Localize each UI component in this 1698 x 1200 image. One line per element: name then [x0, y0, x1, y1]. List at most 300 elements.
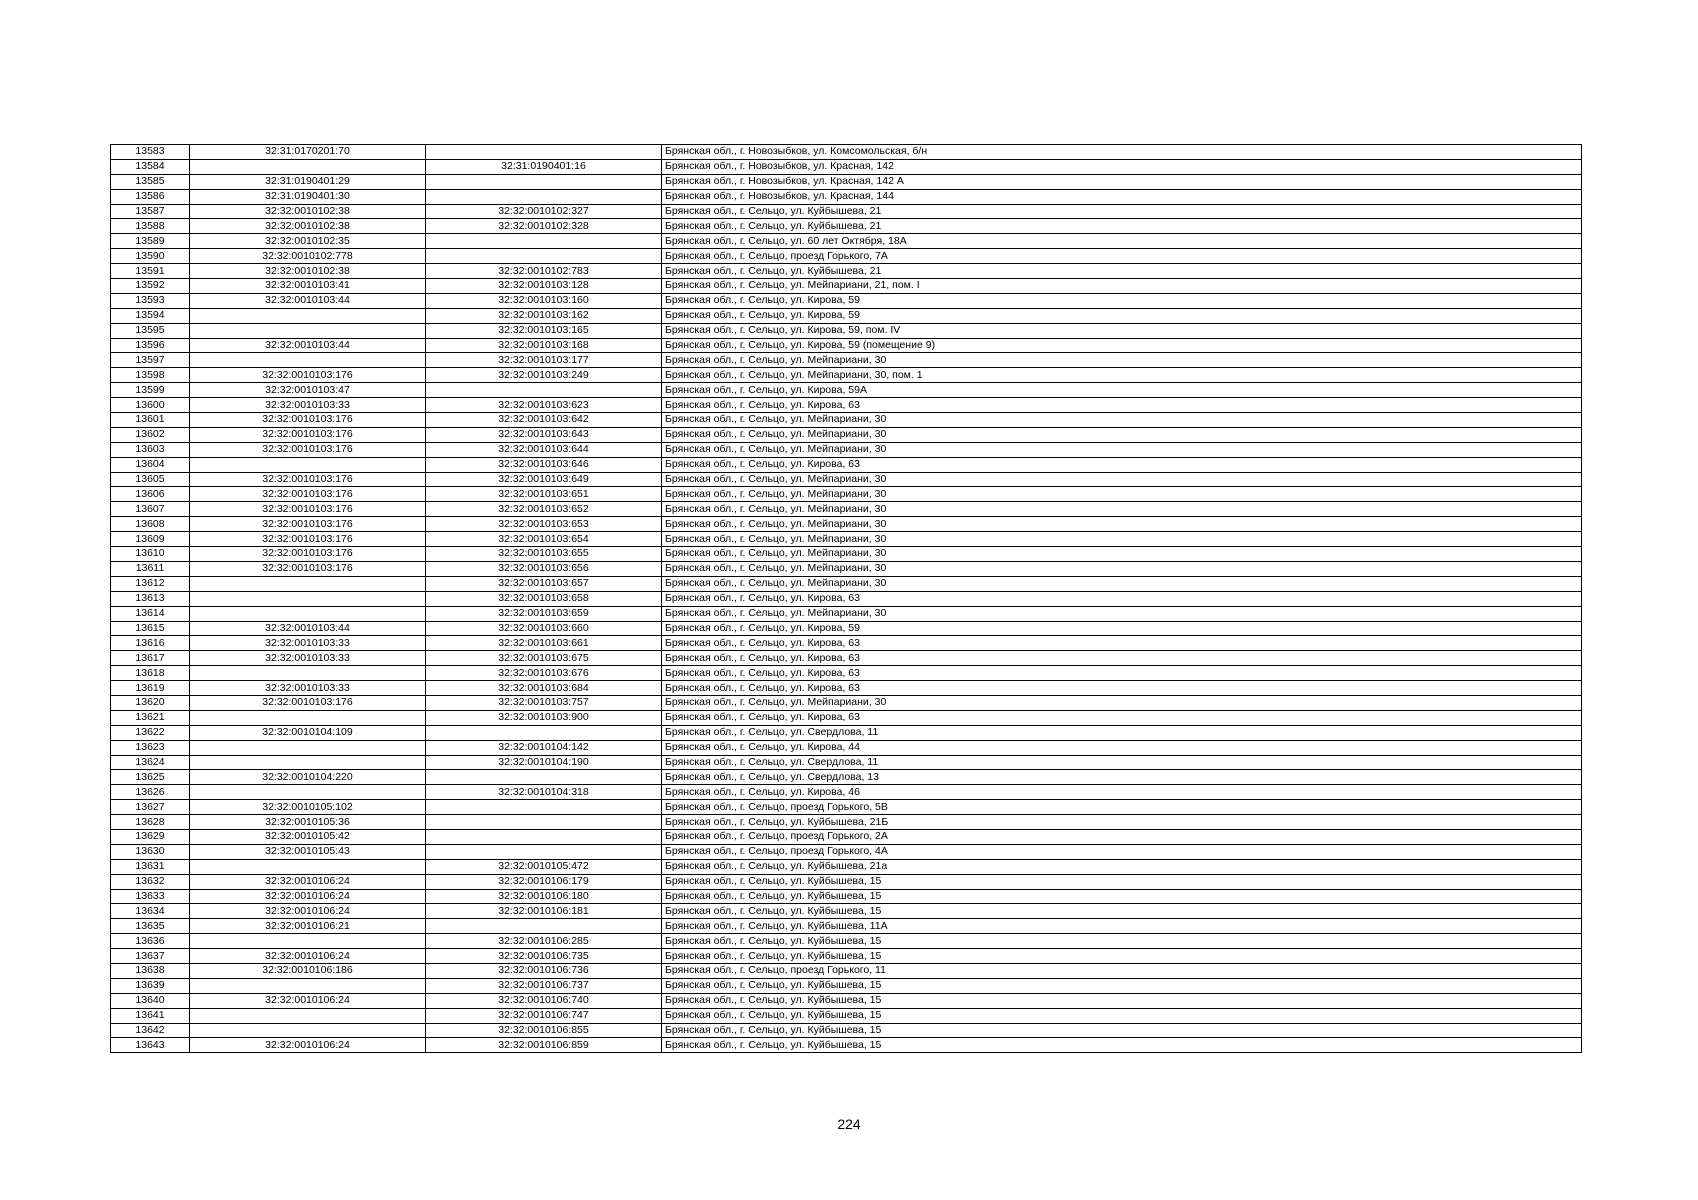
address-cell: Брянская обл., г. Сельцо, ул. Мейпариани, 30: [662, 472, 1582, 487]
row-number-cell: 13583: [111, 145, 190, 160]
object-cadastral-number-cell: 32:32:0010106:740: [426, 993, 662, 1008]
table-row: [111, 234, 1582, 249]
address-cell: Брянская обл., г. Сельцо, ул. Кирова, 63: [662, 666, 1582, 681]
table-row: [111, 666, 1582, 681]
row-number-cell: 13592: [111, 279, 190, 294]
address-cell: Брянская обл., г. Сельцо, ул. Куйбышева, 21: [662, 264, 1582, 279]
object-cadastral-number-cell: 32:32:0010103:675: [426, 651, 662, 666]
row-number-cell: 13610: [111, 547, 190, 562]
table-row: [111, 681, 1582, 696]
land-cadastral-number-cell: 32:32:0010106:24: [190, 874, 426, 889]
table-row: [111, 145, 1582, 160]
table-row: [111, 934, 1582, 949]
table-row: [111, 383, 1582, 398]
row-number-cell: 13637: [111, 949, 190, 964]
row-number-cell: 13605: [111, 472, 190, 487]
object-cadastral-number-cell: 32:32:0010104:318: [426, 785, 662, 800]
land-cadastral-number-cell: [190, 710, 426, 725]
object-cadastral-number-cell: [426, 815, 662, 830]
land-cadastral-number-cell: 32:31:0190401:29: [190, 174, 426, 189]
address-cell: Брянская обл., г. Сельцо, ул. Мейпариани, 30: [662, 353, 1582, 368]
row-number-cell: 13633: [111, 889, 190, 904]
row-number-cell: 13603: [111, 442, 190, 457]
table-row: [111, 755, 1582, 770]
land-cadastral-number-cell: [190, 159, 426, 174]
row-number-cell: 13611: [111, 561, 190, 576]
address-cell: Брянская обл., г. Сельцо, проезд Горького, 7А: [662, 249, 1582, 264]
object-cadastral-number-cell: 32:32:0010103:653: [426, 517, 662, 532]
land-cadastral-number-cell: 32:32:0010103:33: [190, 651, 426, 666]
address-cell: Брянская обл., г. Сельцо, ул. Кирова, 59: [662, 308, 1582, 323]
row-number-cell: 13602: [111, 427, 190, 442]
address-cell: Брянская обл., г. Сельцо, ул. Кирова, 63: [662, 591, 1582, 606]
address-cell: Брянская обл., г. Сельцо, проезд Горького, 2А: [662, 829, 1582, 844]
address-cell: Брянская обл., г. Сельцо, ул. Мейпариани, 30: [662, 487, 1582, 502]
object-cadastral-number-cell: [426, 844, 662, 859]
address-cell: Брянская обл., г. Сельцо, ул. Мейпариани, 30: [662, 442, 1582, 457]
table-row: [111, 502, 1582, 517]
object-cadastral-number-cell: [426, 249, 662, 264]
land-cadastral-number-cell: [190, 353, 426, 368]
address-cell: Брянская обл., г. Новозыбков, ул. Красная, 144: [662, 189, 1582, 204]
row-number-cell: 13597: [111, 353, 190, 368]
land-cadastral-number-cell: 32:32:0010103:176: [190, 502, 426, 517]
land-cadastral-number-cell: 32:32:0010105:102: [190, 800, 426, 815]
land-cadastral-number-cell: 32:32:0010103:176: [190, 487, 426, 502]
object-cadastral-number-cell: 32:32:0010106:855: [426, 1023, 662, 1038]
land-cadastral-number-cell: 32:32:0010106:24: [190, 949, 426, 964]
land-cadastral-number-cell: 32:32:0010103:176: [190, 413, 426, 428]
row-number-cell: 13631: [111, 859, 190, 874]
page-number: 224: [837, 1116, 861, 1132]
row-number-cell: 13598: [111, 368, 190, 383]
table-row: [111, 398, 1582, 413]
row-number-cell: 13642: [111, 1023, 190, 1038]
table-row: [111, 442, 1582, 457]
land-cadastral-number-cell: [190, 978, 426, 993]
row-number-cell: 13604: [111, 457, 190, 472]
row-number-cell: 13594: [111, 308, 190, 323]
object-cadastral-number-cell: 32:32:0010103:652: [426, 502, 662, 517]
table-row: [111, 978, 1582, 993]
row-number-cell: 13619: [111, 681, 190, 696]
land-cadastral-number-cell: 32:32:0010103:176: [190, 442, 426, 457]
object-cadastral-number-cell: [426, 234, 662, 249]
land-cadastral-number-cell: 32:32:0010103:33: [190, 636, 426, 651]
row-number-cell: 13614: [111, 606, 190, 621]
row-number-cell: 13586: [111, 189, 190, 204]
row-number-cell: 13606: [111, 487, 190, 502]
table-row: [111, 740, 1582, 755]
address-cell: Брянская обл., г. Сельцо, ул. Мейпариани, 21, пом. I: [662, 279, 1582, 294]
row-number-cell: 13635: [111, 919, 190, 934]
object-cadastral-number-cell: 32:32:0010103:623: [426, 398, 662, 413]
address-cell: Брянская обл., г. Сельцо, ул. Куйбышева, 15: [662, 904, 1582, 919]
object-cadastral-number-cell: 32:32:0010103:659: [426, 606, 662, 621]
address-cell: Брянская обл., г. Сельцо, ул. Кирова, 44: [662, 740, 1582, 755]
object-cadastral-number-cell: 32:32:0010106:180: [426, 889, 662, 904]
address-cell: Брянская обл., г. Сельцо, ул. Кирова, 46: [662, 785, 1582, 800]
land-cadastral-number-cell: 32:32:0010105:42: [190, 829, 426, 844]
address-cell: Брянская обл., г. Сельцо, ул. Мейпариани, 30: [662, 576, 1582, 591]
table-row: [111, 949, 1582, 964]
row-number-cell: 13640: [111, 993, 190, 1008]
row-number-cell: 13613: [111, 591, 190, 606]
address-cell: Брянская обл., г. Новозыбков, ул. Комсомольская, б/н: [662, 145, 1582, 160]
object-cadastral-number-cell: [426, 383, 662, 398]
land-cadastral-number-cell: 32:32:0010102:38: [190, 264, 426, 279]
object-cadastral-number-cell: 32:32:0010102:327: [426, 204, 662, 219]
table-row: [111, 859, 1582, 874]
table-row: [111, 889, 1582, 904]
land-cadastral-number-cell: 32:31:0170201:70: [190, 145, 426, 160]
table-row: [111, 487, 1582, 502]
table-row: [111, 874, 1582, 889]
row-number-cell: 13626: [111, 785, 190, 800]
land-cadastral-number-cell: [190, 576, 426, 591]
land-cadastral-number-cell: 32:32:0010104:109: [190, 725, 426, 740]
land-cadastral-number-cell: 32:32:0010102:35: [190, 234, 426, 249]
table-row: [111, 308, 1582, 323]
object-cadastral-number-cell: 32:32:0010103:676: [426, 666, 662, 681]
land-cadastral-number-cell: 32:32:0010105:36: [190, 815, 426, 830]
row-number-cell: 13632: [111, 874, 190, 889]
row-number-cell: 13615: [111, 621, 190, 636]
address-cell: Брянская обл., г. Сельцо, ул. Куйбышева, 11А: [662, 919, 1582, 934]
address-cell: Брянская обл., г. Сельцо, ул. Мейпариани, 30: [662, 606, 1582, 621]
object-cadastral-number-cell: 32:32:0010103:757: [426, 695, 662, 710]
address-cell: Брянская обл., г. Сельцо, ул. Кирова, 59: [662, 621, 1582, 636]
row-number-cell: 13623: [111, 740, 190, 755]
address-cell: Брянская обл., г. Сельцо, проезд Горького, 4А: [662, 844, 1582, 859]
land-cadastral-number-cell: 32:32:0010106:186: [190, 963, 426, 978]
table-row: [111, 651, 1582, 666]
address-cell: Брянская обл., г. Сельцо, ул. Кирова, 63: [662, 710, 1582, 725]
row-number-cell: 13641: [111, 1008, 190, 1023]
row-number-cell: 13638: [111, 963, 190, 978]
table-row: [111, 413, 1582, 428]
object-cadastral-number-cell: 32:32:0010103:657: [426, 576, 662, 591]
address-cell: Брянская обл., г. Сельцо, ул. Мейпариани, 30: [662, 413, 1582, 428]
address-cell: Брянская обл., г. Сельцо, ул. Свердлова, 13: [662, 770, 1582, 785]
object-cadastral-number-cell: 32:32:0010103:651: [426, 487, 662, 502]
table-row: [111, 591, 1582, 606]
table-row: [111, 532, 1582, 547]
row-number-cell: 13628: [111, 815, 190, 830]
table-row: [111, 800, 1582, 815]
object-cadastral-number-cell: 32:32:0010104:142: [426, 740, 662, 755]
table-row: [111, 338, 1582, 353]
row-number-cell: 13591: [111, 264, 190, 279]
object-cadastral-number-cell: [426, 800, 662, 815]
land-cadastral-number-cell: 32:31:0190401:30: [190, 189, 426, 204]
address-cell: Брянская обл., г. Сельцо, ул. Кирова, 63: [662, 457, 1582, 472]
land-cadastral-number-cell: 32:32:0010102:38: [190, 219, 426, 234]
object-cadastral-number-cell: [426, 919, 662, 934]
address-cell: Брянская обл., г. Сельцо, ул. Свердлова, 11: [662, 725, 1582, 740]
address-cell: Брянская обл., г. Сельцо, ул. Мейпариани, 30: [662, 695, 1582, 710]
row-number-cell: 13595: [111, 323, 190, 338]
object-cadastral-number-cell: 32:32:0010103:168: [426, 338, 662, 353]
land-cadastral-number-cell: 32:32:0010106:24: [190, 904, 426, 919]
row-number-cell: 13607: [111, 502, 190, 517]
object-cadastral-number-cell: 32:31:0190401:16: [426, 159, 662, 174]
address-cell: Брянская обл., г. Сельцо, ул. Куйбышева, 15: [662, 934, 1582, 949]
table-row: [111, 710, 1582, 725]
land-cadastral-number-cell: [190, 1023, 426, 1038]
object-cadastral-number-cell: 32:32:0010103:160: [426, 293, 662, 308]
land-cadastral-number-cell: [190, 323, 426, 338]
table-row: [111, 353, 1582, 368]
address-cell: Брянская обл., г. Сельцо, ул. Куйбышева, 15: [662, 1038, 1582, 1053]
table-row: [111, 576, 1582, 591]
table-row: [111, 815, 1582, 830]
object-cadastral-number-cell: 32:32:0010103:660: [426, 621, 662, 636]
row-number-cell: 13585: [111, 174, 190, 189]
row-number-cell: 13590: [111, 249, 190, 264]
row-number-cell: 13584: [111, 159, 190, 174]
table-row: [111, 323, 1582, 338]
row-number-cell: 13627: [111, 800, 190, 815]
land-cadastral-number-cell: [190, 859, 426, 874]
object-cadastral-number-cell: 32:32:0010103:649: [426, 472, 662, 487]
address-cell: Брянская обл., г. Сельцо, проезд Горького, 11: [662, 963, 1582, 978]
table-row: [111, 517, 1582, 532]
land-cadastral-number-cell: 32:32:0010103:176: [190, 695, 426, 710]
land-cadastral-number-cell: [190, 934, 426, 949]
object-cadastral-number-cell: 32:32:0010106:179: [426, 874, 662, 889]
address-cell: Брянская обл., г. Сельцо, ул. Мейпариани, 30: [662, 532, 1582, 547]
address-cell: Брянская обл., г. Сельцо, ул. Куйбышева, 15: [662, 978, 1582, 993]
table-row: [111, 963, 1582, 978]
address-cell: Брянская обл., г. Сельцо, ул. Куйбышева, 21: [662, 204, 1582, 219]
object-cadastral-number-cell: [426, 725, 662, 740]
land-cadastral-number-cell: [190, 457, 426, 472]
land-cadastral-number-cell: 32:32:0010102:38: [190, 204, 426, 219]
address-cell: Брянская обл., г. Сельцо, ул. Куйбышева, 15: [662, 889, 1582, 904]
row-number-cell: 13620: [111, 695, 190, 710]
land-cadastral-number-cell: [190, 606, 426, 621]
row-number-cell: 13624: [111, 755, 190, 770]
object-cadastral-number-cell: [426, 770, 662, 785]
registry-table-body: [111, 145, 1582, 1053]
land-cadastral-number-cell: 32:32:0010103:176: [190, 561, 426, 576]
row-number-cell: 13593: [111, 293, 190, 308]
table-row: [111, 725, 1582, 740]
table-row: [111, 472, 1582, 487]
row-number-cell: 13601: [111, 413, 190, 428]
registry-table: [110, 144, 1582, 1053]
land-cadastral-number-cell: 32:32:0010103:47: [190, 383, 426, 398]
table-row: [111, 785, 1582, 800]
table-row: [111, 1008, 1582, 1023]
land-cadastral-number-cell: [190, 666, 426, 681]
object-cadastral-number-cell: 32:32:0010103:128: [426, 279, 662, 294]
row-number-cell: 13599: [111, 383, 190, 398]
row-number-cell: 13589: [111, 234, 190, 249]
object-cadastral-number-cell: 32:32:0010103:644: [426, 442, 662, 457]
row-number-cell: 13622: [111, 725, 190, 740]
land-cadastral-number-cell: 32:32:0010103:33: [190, 398, 426, 413]
table-row: [111, 561, 1582, 576]
row-number-cell: 13588: [111, 219, 190, 234]
table-row: [111, 695, 1582, 710]
table-row: [111, 904, 1582, 919]
address-cell: Брянская обл., г. Сельцо, ул. Свердлова, 11: [662, 755, 1582, 770]
row-number-cell: 13617: [111, 651, 190, 666]
land-cadastral-number-cell: 32:32:0010103:33: [190, 681, 426, 696]
address-cell: Брянская обл., г. Сельцо, ул. Кирова, 63: [662, 636, 1582, 651]
table-row: [111, 159, 1582, 174]
table-row: [111, 457, 1582, 472]
object-cadastral-number-cell: [426, 829, 662, 844]
table-row: [111, 844, 1582, 859]
land-cadastral-number-cell: 32:32:0010103:44: [190, 621, 426, 636]
object-cadastral-number-cell: 32:32:0010106:285: [426, 934, 662, 949]
land-cadastral-number-cell: 32:32:0010103:176: [190, 472, 426, 487]
address-cell: Брянская обл., г. Сельцо, ул. 60 лет Октября, 18А: [662, 234, 1582, 249]
land-cadastral-number-cell: 32:32:0010106:24: [190, 1038, 426, 1053]
address-cell: Брянская обл., г. Сельцо, ул. Кирова, 59: [662, 293, 1582, 308]
object-cadastral-number-cell: 32:32:0010103:162: [426, 308, 662, 323]
land-cadastral-number-cell: 32:32:0010102:778: [190, 249, 426, 264]
land-cadastral-number-cell: 32:32:0010105:43: [190, 844, 426, 859]
object-cadastral-number-cell: [426, 145, 662, 160]
object-cadastral-number-cell: 32:32:0010106:737: [426, 978, 662, 993]
row-number-cell: 13612: [111, 576, 190, 591]
address-cell: Брянская обл., г. Сельцо, ул. Кирова, 63: [662, 681, 1582, 696]
address-cell: Брянская обл., г. Сельцо, ул. Кирова, 59, пом. IV: [662, 323, 1582, 338]
table-row: [111, 636, 1582, 651]
table-row: [111, 279, 1582, 294]
row-number-cell: 13634: [111, 904, 190, 919]
row-number-cell: 13629: [111, 829, 190, 844]
address-cell: Брянская обл., г. Сельцо, ул. Куйбышева, 15: [662, 1023, 1582, 1038]
object-cadastral-number-cell: 32:32:0010103:661: [426, 636, 662, 651]
address-cell: Брянская обл., г. Сельцо, ул. Мейпариани, 30: [662, 427, 1582, 442]
land-cadastral-number-cell: 32:32:0010103:41: [190, 279, 426, 294]
row-number-cell: 13643: [111, 1038, 190, 1053]
object-cadastral-number-cell: 32:32:0010103:656: [426, 561, 662, 576]
land-cadastral-number-cell: 32:32:0010106:21: [190, 919, 426, 934]
table-row: [111, 368, 1582, 383]
address-cell: Брянская обл., г. Сельцо, ул. Куйбышева, 15: [662, 993, 1582, 1008]
row-number-cell: 13618: [111, 666, 190, 681]
object-cadastral-number-cell: 32:32:0010103:646: [426, 457, 662, 472]
address-cell: Брянская обл., г. Сельцо, ул. Куйбышева, 15: [662, 949, 1582, 964]
address-cell: Брянская обл., г. Сельцо, ул. Кирова, 59А: [662, 383, 1582, 398]
land-cadastral-number-cell: 32:32:0010103:44: [190, 338, 426, 353]
land-cadastral-number-cell: 32:32:0010103:176: [190, 532, 426, 547]
object-cadastral-number-cell: 32:32:0010105:472: [426, 859, 662, 874]
table-row: [111, 770, 1582, 785]
address-cell: Брянская обл., г. Сельцо, ул. Мейпариани, 30: [662, 502, 1582, 517]
land-cadastral-number-cell: 32:32:0010103:176: [190, 427, 426, 442]
object-cadastral-number-cell: 32:32:0010103:654: [426, 532, 662, 547]
land-cadastral-number-cell: 32:32:0010104:220: [190, 770, 426, 785]
row-number-cell: 13625: [111, 770, 190, 785]
address-cell: Брянская обл., г. Сельцо, ул. Мейпариани, 30: [662, 547, 1582, 562]
object-cadastral-number-cell: 32:32:0010103:177: [426, 353, 662, 368]
row-number-cell: 13596: [111, 338, 190, 353]
table-row: [111, 293, 1582, 308]
address-cell: Брянская обл., г. Сельцо, ул. Кирова, 59 (помещение 9): [662, 338, 1582, 353]
object-cadastral-number-cell: 32:32:0010103:684: [426, 681, 662, 696]
object-cadastral-number-cell: 32:32:0010106:736: [426, 963, 662, 978]
land-cadastral-number-cell: [190, 1008, 426, 1023]
address-cell: Брянская обл., г. Сельцо, ул. Мейпариани, 30, пом. 1: [662, 368, 1582, 383]
object-cadastral-number-cell: 32:32:0010103:642: [426, 413, 662, 428]
row-number-cell: 13630: [111, 844, 190, 859]
table-row: [111, 264, 1582, 279]
object-cadastral-number-cell: 32:32:0010106:747: [426, 1008, 662, 1023]
row-number-cell: 13616: [111, 636, 190, 651]
object-cadastral-number-cell: 32:32:0010103:900: [426, 710, 662, 725]
table-row: [111, 547, 1582, 562]
land-cadastral-number-cell: [190, 591, 426, 606]
table-row: [111, 1023, 1582, 1038]
address-cell: Брянская обл., г. Новозыбков, ул. Красная, 142 А: [662, 174, 1582, 189]
land-cadastral-number-cell: 32:32:0010103:176: [190, 547, 426, 562]
row-number-cell: 13587: [111, 204, 190, 219]
row-number-cell: 13636: [111, 934, 190, 949]
address-cell: Брянская обл., г. Сельцо, ул. Кирова, 63: [662, 398, 1582, 413]
table-row: [111, 621, 1582, 636]
table-row: [111, 427, 1582, 442]
land-cadastral-number-cell: [190, 308, 426, 323]
address-cell: Брянская обл., г. Сельцо, ул. Куйбышева, 15: [662, 874, 1582, 889]
object-cadastral-number-cell: 32:32:0010103:658: [426, 591, 662, 606]
land-cadastral-number-cell: 32:32:0010103:44: [190, 293, 426, 308]
land-cadastral-number-cell: 32:32:0010106:24: [190, 993, 426, 1008]
object-cadastral-number-cell: [426, 174, 662, 189]
table-row: [111, 606, 1582, 621]
object-cadastral-number-cell: 32:32:0010106:181: [426, 904, 662, 919]
address-cell: Брянская обл., г. Сельцо, ул. Кирова, 63: [662, 651, 1582, 666]
table-row: [111, 174, 1582, 189]
object-cadastral-number-cell: 32:32:0010106:735: [426, 949, 662, 964]
object-cadastral-number-cell: 32:32:0010102:328: [426, 219, 662, 234]
object-cadastral-number-cell: 32:32:0010103:655: [426, 547, 662, 562]
land-cadastral-number-cell: [190, 785, 426, 800]
row-number-cell: 13600: [111, 398, 190, 413]
land-cadastral-number-cell: [190, 755, 426, 770]
land-cadastral-number-cell: [190, 740, 426, 755]
address-cell: Брянская обл., г. Сельцо, ул. Мейпариани, 30: [662, 517, 1582, 532]
table-row: [111, 189, 1582, 204]
row-number-cell: 13608: [111, 517, 190, 532]
object-cadastral-number-cell: 32:32:0010103:165: [426, 323, 662, 338]
object-cadastral-number-cell: 32:32:0010106:859: [426, 1038, 662, 1053]
land-cadastral-number-cell: 32:32:0010103:176: [190, 368, 426, 383]
object-cadastral-number-cell: 32:32:0010104:190: [426, 755, 662, 770]
object-cadastral-number-cell: 32:32:0010102:783: [426, 264, 662, 279]
row-number-cell: 13639: [111, 978, 190, 993]
table-row: [111, 219, 1582, 234]
address-cell: Брянская обл., г. Сельцо, ул. Куйбышева, 21Б: [662, 815, 1582, 830]
address-cell: Брянская обл., г. Сельцо, ул. Куйбышева, 21: [662, 219, 1582, 234]
address-cell: Брянская обл., г. Сельцо, проезд Горького, 5В: [662, 800, 1582, 815]
table-row: [111, 1038, 1582, 1053]
row-number-cell: 13609: [111, 532, 190, 547]
row-number-cell: 13621: [111, 710, 190, 725]
table-row: [111, 919, 1582, 934]
land-cadastral-number-cell: 32:32:0010103:176: [190, 517, 426, 532]
table-row: [111, 993, 1582, 1008]
object-cadastral-number-cell: [426, 189, 662, 204]
address-cell: Брянская обл., г. Сельцо, ул. Куйбышева, 21а: [662, 859, 1582, 874]
land-cadastral-number-cell: 32:32:0010106:24: [190, 889, 426, 904]
